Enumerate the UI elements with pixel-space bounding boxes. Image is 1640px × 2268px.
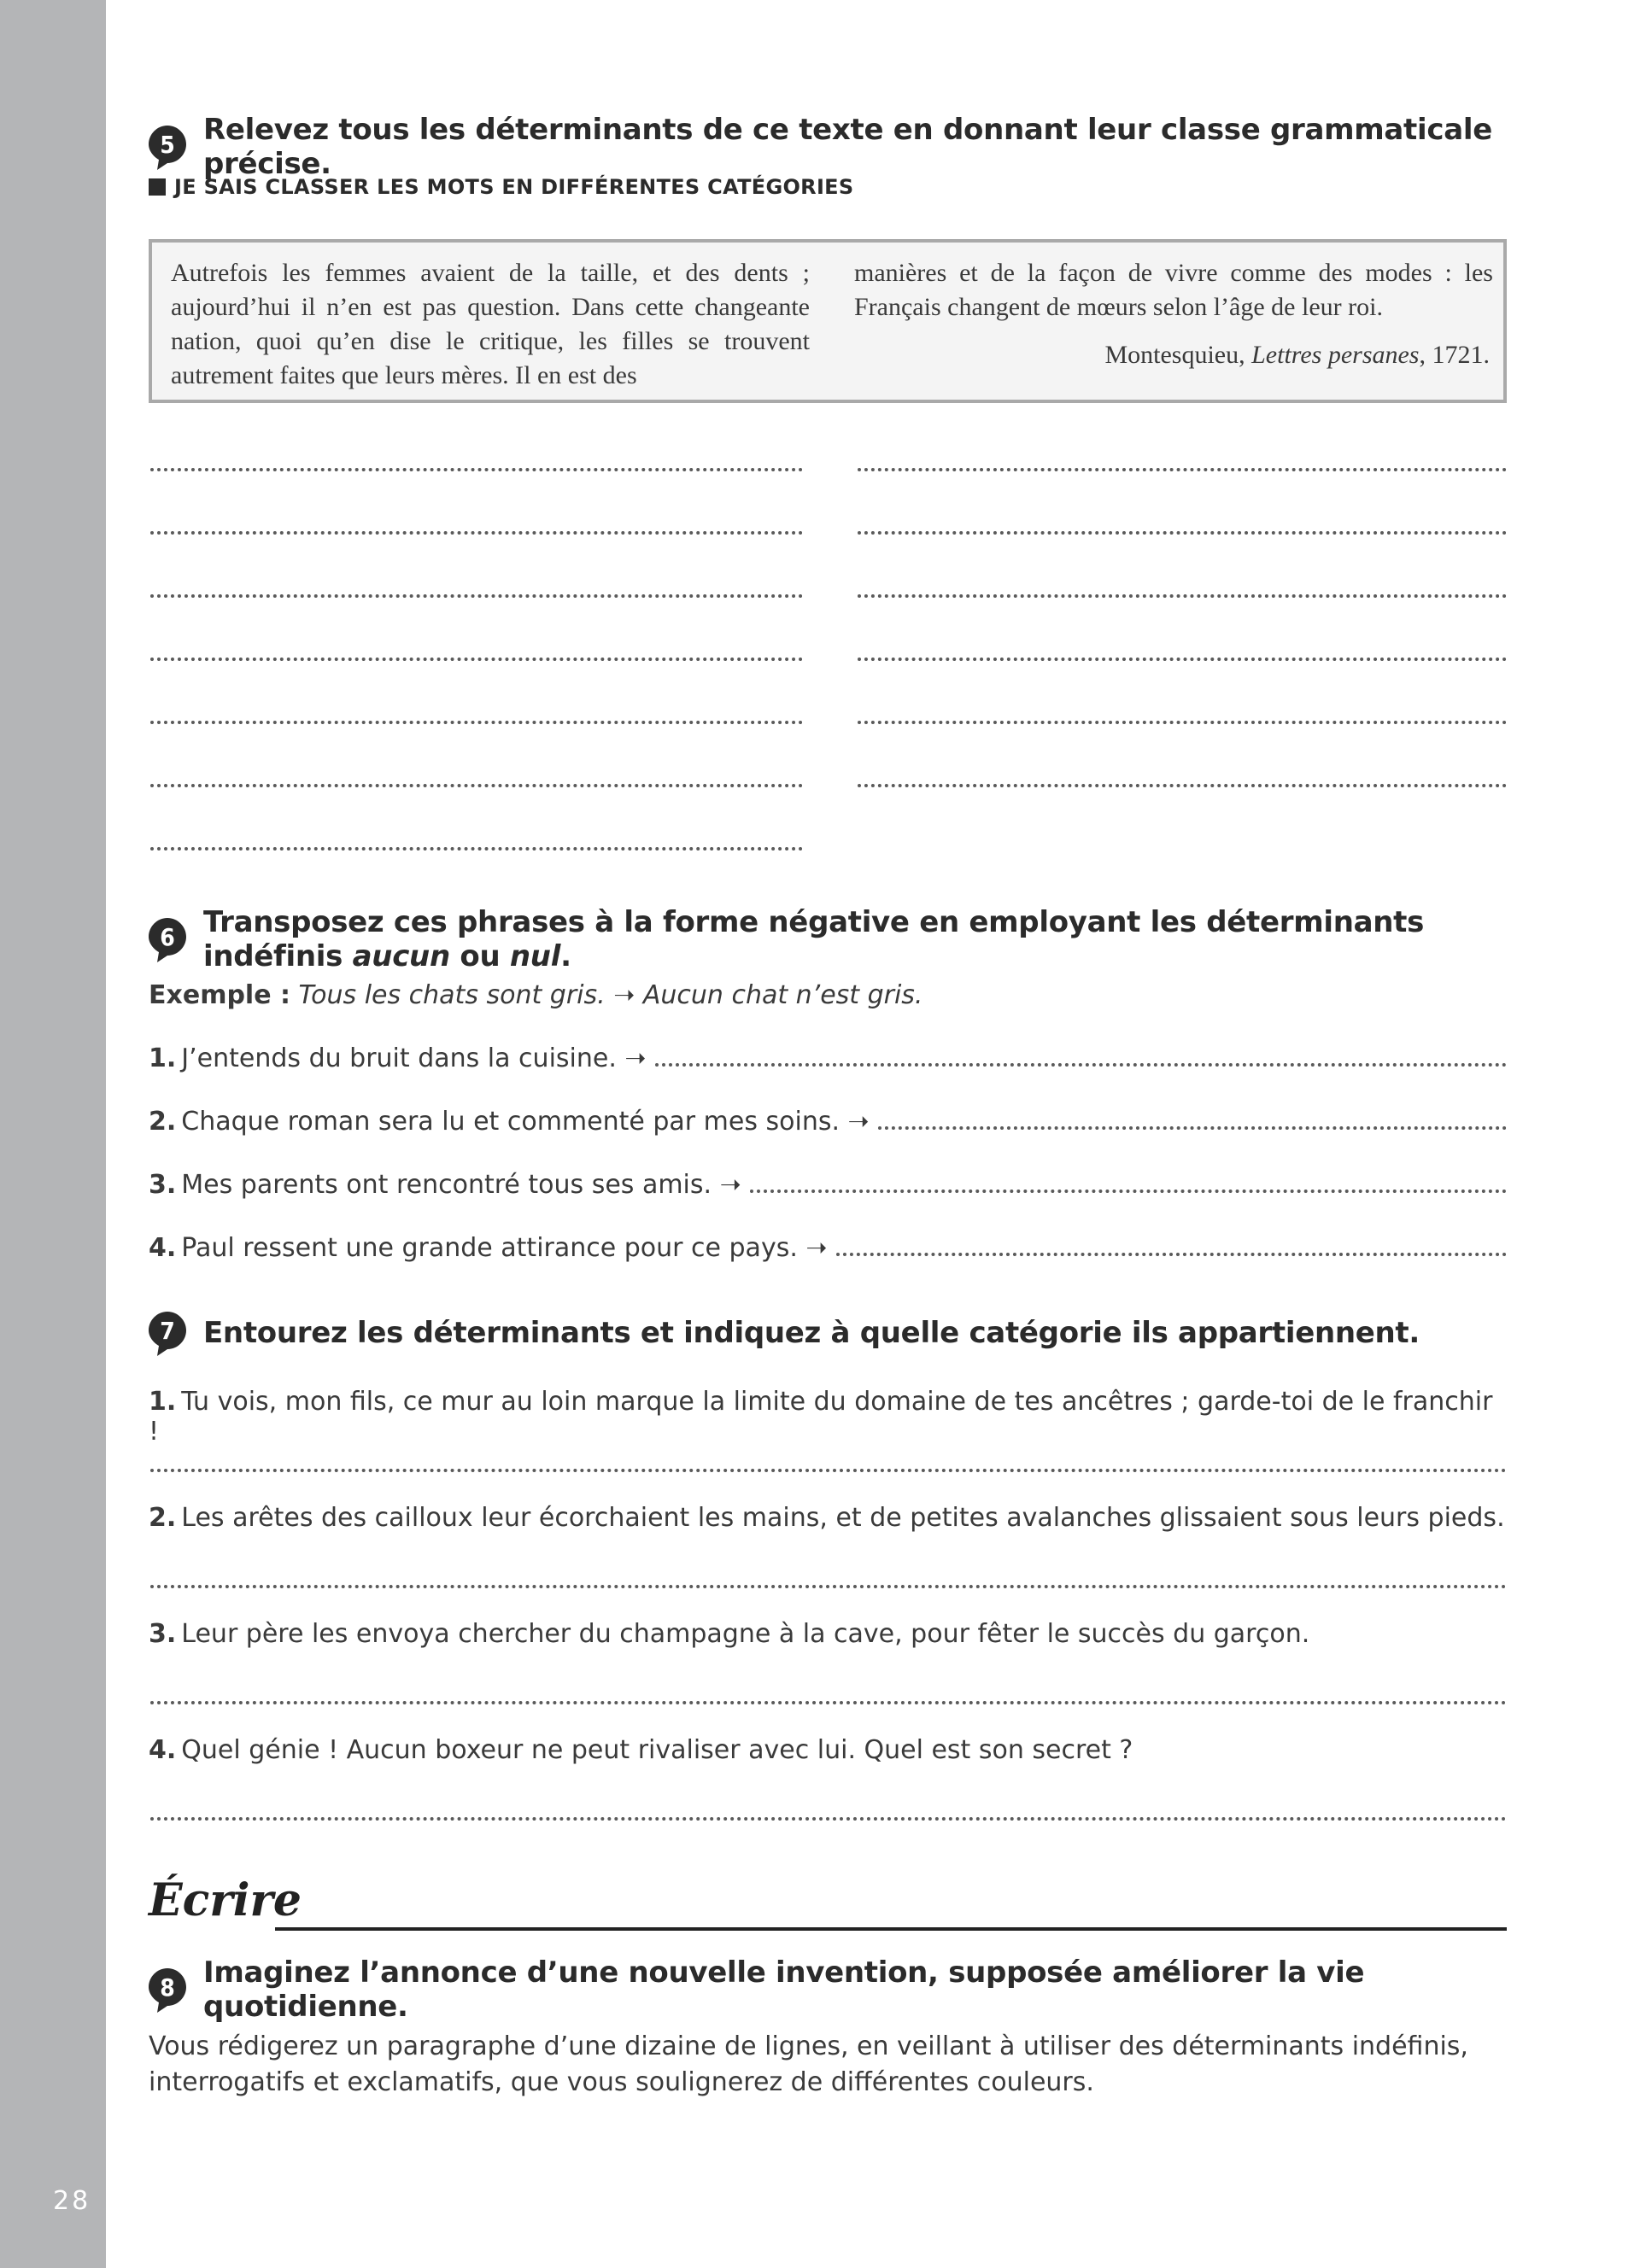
answer-line[interactable] (150, 1585, 1507, 1588)
answer-line[interactable] (750, 1190, 1507, 1193)
answer-line[interactable] (858, 784, 1507, 787)
heading-rule (275, 1927, 1507, 1931)
answer-line[interactable] (150, 721, 803, 724)
exercise-7-sentence: 3. Leur père les envoya chercher du champagne à la cave, pour fêter le succès du garçon. (149, 1619, 1310, 1649)
skill-text: JE SAIS CLASSER LES MOTS EN DIFFÉRENTES CATÉGORIES (174, 175, 854, 199)
answer-line[interactable] (858, 468, 1507, 471)
source-text-box (149, 239, 1507, 403)
answer-line[interactable] (150, 1701, 1507, 1704)
exercise-number-badge: 5 (149, 124, 190, 170)
exercise-6-item: 2. Chaque roman sera lu et commenté par mes soins. ➝ (149, 1107, 1507, 1137)
exercise-7-heading (149, 1310, 1420, 1356)
answer-line[interactable] (655, 1063, 1507, 1067)
answer-line[interactable] (150, 1817, 1507, 1821)
exercise-instruction: Imaginez l’annonce d’une nouvelle invention, supposée améliorer la vie quotidienne. (203, 1955, 1365, 2024)
answer-line[interactable] (878, 1126, 1507, 1130)
answer-line[interactable] (858, 658, 1507, 661)
exercise-instruction: Entourez les déterminants et indiquez à quelle catégorie ils appartiennent. (203, 1316, 1420, 1350)
exercise-7-sentence: 2. Les arêtes des cailloux leur écorchaient les mains, et de petites avalanches glissaient sous leurs pieds. (149, 1503, 1505, 1533)
answer-line[interactable] (858, 531, 1507, 535)
exercise-7-sentence: 1. Tu vois, mon fils, ce mur au loin marque la limite du domaine de tes ancêtres ; garde-toi de le franchir ! (149, 1387, 1493, 1447)
writing-instructions: Vous rédigerez un paragraphe d’une dizaine de lignes, en veillant à utiliser des déterminants indéfinis, interrogatifs et exclamatifs, que vous soulignerez de différentes couleurs. (149, 2031, 1468, 2097)
exercise-number-badge: 7 (149, 1310, 190, 1356)
sidebar (0, 0, 106, 2268)
answer-line[interactable] (836, 1253, 1507, 1256)
answer-line[interactable] (150, 468, 803, 471)
answer-line[interactable] (150, 1469, 1507, 1472)
exercise-instruction: Relevez tous les déterminants de ce texte en donnant leur classe grammaticale précise. (203, 113, 1492, 181)
exercise-number-badge: 6 (149, 916, 190, 962)
answer-line[interactable] (150, 658, 803, 661)
exercise-5-heading (149, 113, 1510, 181)
page-number: 28 (53, 2186, 91, 2216)
exercise-8-heading (149, 1955, 1510, 2024)
answer-line[interactable] (858, 721, 1507, 724)
exercise-number-badge: 8 (149, 1967, 190, 2013)
example: Exemple : Tous les chats sont gris. ➝ Aucun chat n’est gris. (149, 980, 923, 1010)
answer-line[interactable] (150, 847, 803, 850)
answer-line[interactable] (150, 594, 803, 598)
exercise-6-heading (149, 905, 1510, 973)
answer-line[interactable] (858, 594, 1507, 598)
exercise-instruction: Transposez ces phrases à la forme négative en employant les déterminants indéfinis aucun ou nul. (203, 905, 1425, 973)
source-citation: Montesquieu, Lettres persanes, 1721. (1104, 341, 1490, 369)
section-heading-ecrire: Écrire (149, 1874, 302, 1926)
exercise-6-item: 1. J’entends du bruit dans la cuisine. ➝ (149, 1043, 1507, 1073)
square-bullet-icon (149, 178, 166, 196)
answer-line[interactable] (150, 531, 803, 535)
skill-label (149, 175, 853, 199)
exercise-6-item: 4. Paul ressent une grande attirance pour ce pays. ➝ (149, 1233, 1507, 1263)
answer-line[interactable] (150, 784, 803, 787)
source-text-column-2: manières et de la façon de vivre comme des modes : les Français changent de mœurs selon l’âge de leur roi. (854, 259, 1493, 321)
exercise-7-sentence: 4. Quel génie ! Aucun boxeur ne peut rivaliser avec lui. Quel est son secret ? (149, 1735, 1133, 1765)
exercise-6-item: 3. Mes parents ont rencontré tous ses amis. ➝ (149, 1170, 1507, 1200)
source-text-column-1: Autrefois les femmes avaient de la taille, et des dents ; aujourd’hui il n’en est pas question. Dans cette changeante nation, quoi qu’en dise le critique, les filles se trouvent autrement faites que leurs mères. Il en est des (171, 259, 810, 389)
